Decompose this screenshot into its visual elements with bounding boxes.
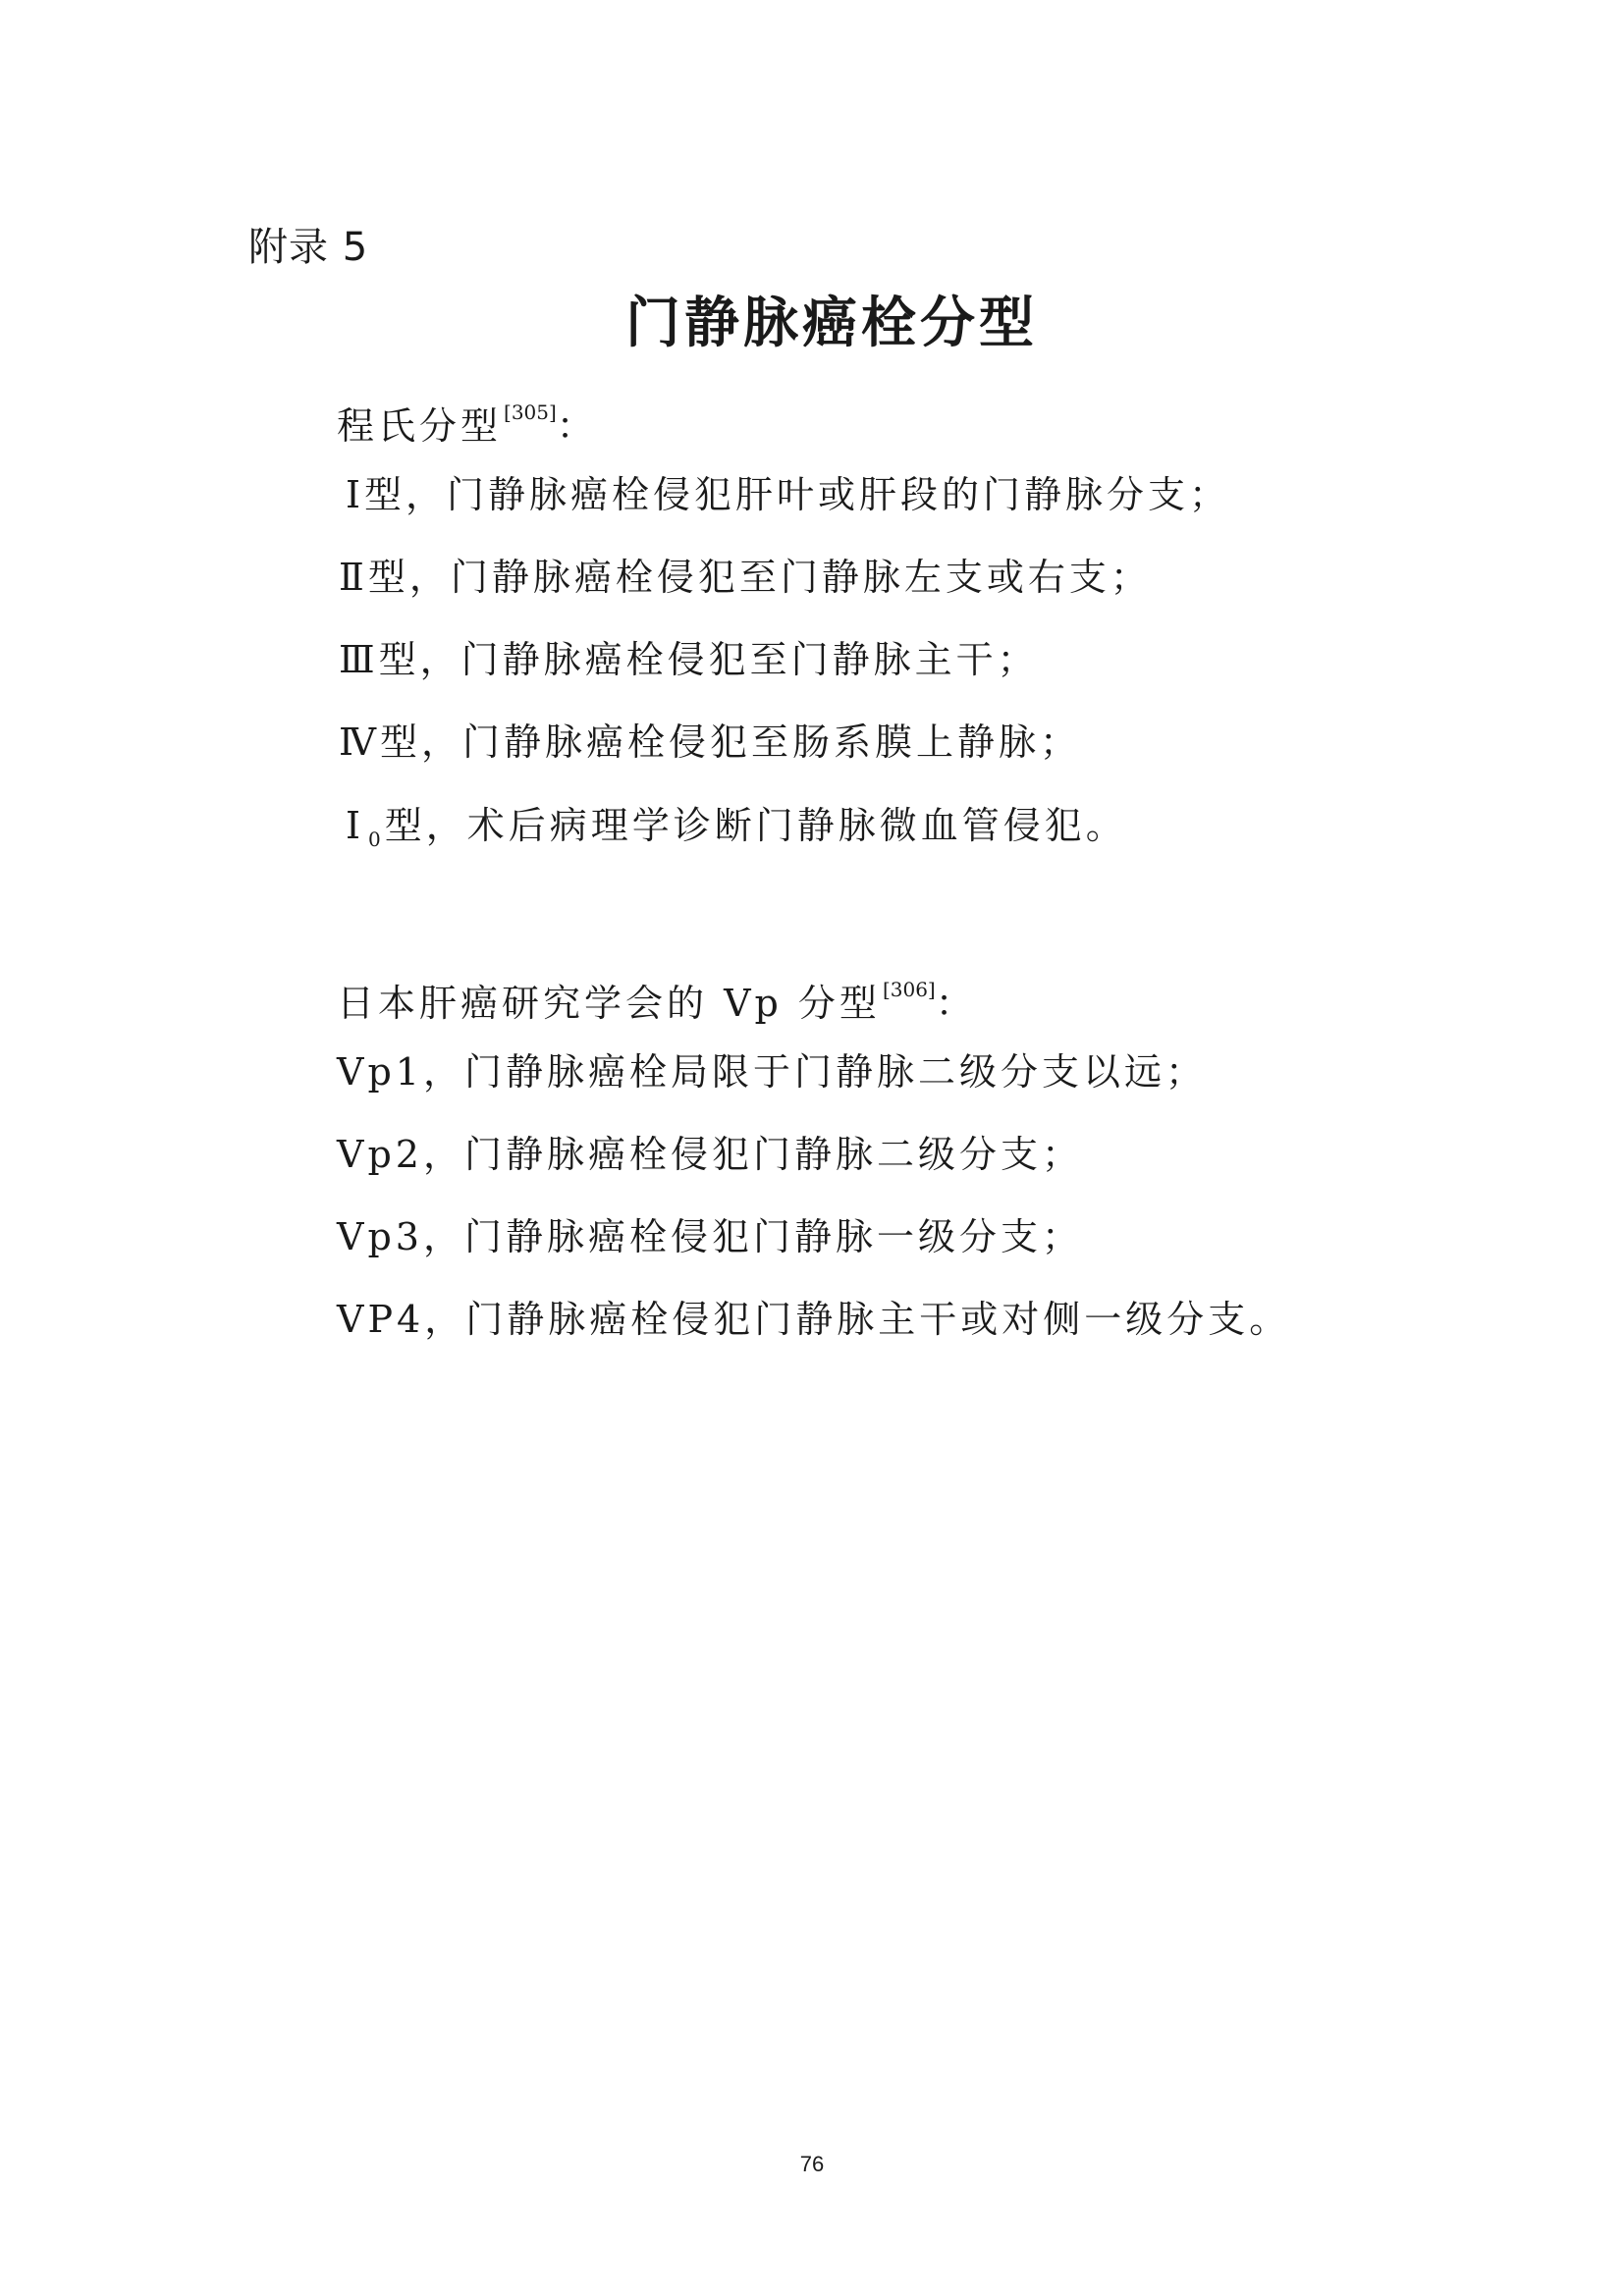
appendix-label: 附录 5 <box>248 225 369 270</box>
vp2-item: Vp2，门静脉癌栓侵犯门静脉二级分支； <box>337 1133 1083 1176</box>
japan-citation: [306] <box>882 978 936 1001</box>
japan-classification-heading <box>337 962 977 1031</box>
vp4-item: VP4，门静脉癌栓侵犯门静脉主干或对侧一级分支。 <box>337 1298 1291 1341</box>
type-1-0-subscript: 0 <box>368 828 381 851</box>
japan-heading-text: 日本肝癌研究学会的 Vp 分型 <box>337 982 881 1025</box>
page-title: 门静脉癌栓分型 <box>625 292 1038 355</box>
cheng-type-2: Ⅱ型，门静脉癌栓侵犯至门静脉左支或右支； <box>339 556 1152 599</box>
type-1-0-text: 型，术后病理学诊断门静脉微血管侵犯。 <box>384 804 1127 847</box>
cheng-type-1-0 <box>346 798 1127 867</box>
vp1-item: Vp1，门静脉癌栓局限于门静脉二级分支以远； <box>337 1050 1207 1094</box>
type-1-0-numeral: Ⅰ <box>346 804 365 847</box>
vp3-item: Vp3，门静脉癌栓侵犯门静脉一级分支； <box>337 1215 1083 1258</box>
cheng-heading-colon: ： <box>556 404 598 448</box>
cheng-type-3: Ⅲ型，门静脉癌栓侵犯至门静脉主干； <box>339 638 1039 681</box>
cheng-citation: [305] <box>504 400 557 424</box>
cheng-heading-text: 程氏分型 <box>337 404 503 448</box>
cheng-classification-heading <box>337 385 598 454</box>
cheng-type-4: Ⅳ型，门静脉癌栓侵犯至肠系膜上静脉； <box>339 721 1081 764</box>
page-number: 76 <box>799 2152 825 2176</box>
cheng-type-1: Ⅰ型，门静脉癌栓侵犯肝叶或肝段的门静脉分支； <box>346 473 1231 516</box>
japan-heading-colon: ： <box>935 982 977 1025</box>
